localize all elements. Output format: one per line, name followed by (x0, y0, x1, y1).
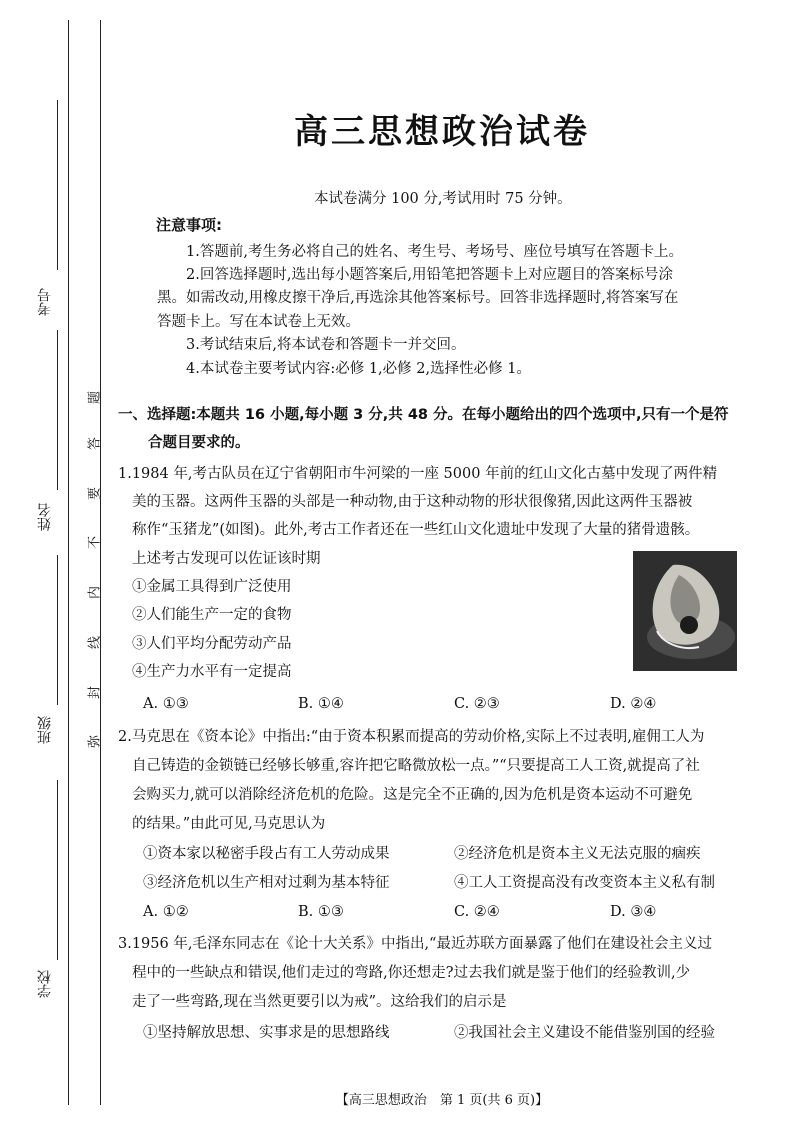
notice-line: 4.本试卷主要考试内容:必修 1,必修 2,选择性必修 1。 (186, 361, 531, 377)
q3-item: ①坚持解放思想、实事求是的思想路线 (143, 1025, 390, 1041)
q2-option-d: D. ③④ (610, 904, 657, 920)
q1-option-a: A. ①③ (143, 696, 189, 712)
q1-stem: 美的玉器。这两件玉器的头部是一种动物,由于这种动物的形状很像猪,因此这两件玉器被 (132, 494, 693, 510)
notice-line: 黑。如需改动,用橡皮擦干净后,再选涂其他答案标号。回答非选择题时,将答案写在 (157, 290, 679, 306)
q2-stem: 自己铸造的金锁链已经够长够重,容许把它略微放松一点。”“只要提高工人工资,就提高了社 (132, 758, 700, 774)
section-heading: 一、选择题:本题共 16 小题,每小题 3 分,共 48 分。在每小题给出的四个选项中,只有一个是符 (118, 407, 729, 423)
jade-pig-dragon-image (633, 551, 737, 671)
notice-line: 2.回答选择题时,选出每小题答案后,用铅笔把答题卡上对应题目的答案标号涂 (186, 267, 674, 283)
q2-item: ④工人工资提高没有改变资本主义私有制 (454, 875, 715, 891)
q3-stem: 走了一些弯路,现在当然更要引以为戒”。这给我们的启示是 (132, 994, 507, 1010)
q2-item: ②经济危机是资本主义无法克服的痼疾 (454, 846, 701, 862)
q1-stem: 1.1984 年,考古队员在辽宁省朝阳市牛河梁的一座 5000 年前的红山文化古墓中发现了两件精 (118, 466, 718, 482)
school-label: 学校 (37, 970, 53, 998)
q2-item: ③经济危机以生产相对过剩为基本特征 (143, 875, 390, 891)
name-label: 姓名 (37, 503, 53, 531)
page-title: 高三思想政治试卷 (294, 112, 590, 152)
seal-char: 答 (87, 437, 103, 451)
q1-option-b: B. ①④ (298, 696, 344, 712)
q2-item: ①资本家以秘密手段占有工人劳动成果 (143, 846, 390, 862)
q1-option-d: D. ②④ (610, 696, 657, 712)
q3-stem: 3.1956 年,毛泽东同志在《论十大关系》中指出,“最近苏联方面暴露了他们在建设社会主义过 (118, 936, 712, 952)
notice-line: 答题卡上。写在本试卷上无效。 (157, 314, 360, 330)
q3-item: ②我国社会主义建设不能借鉴别国的经验 (454, 1025, 715, 1041)
binding-line-outer (68, 20, 69, 1105)
section-heading-cont: 合题目要求的。 (148, 435, 250, 451)
seal-char: 要 (87, 487, 103, 501)
q1-item: ④生产力水平有一定提高 (132, 664, 292, 680)
jade-pig-dragon-photo (633, 551, 737, 671)
q1-item: ①金属工具得到广泛使用 (132, 579, 292, 595)
q2-option-a: A. ①② (143, 904, 189, 920)
class-blank (57, 555, 58, 705)
q1-stem: 上述考古发现可以佐证该时期 (132, 551, 321, 567)
q1-stem: 称作“玉猪龙”(如图)。此外,考古工作者还在一些红山文化遗址中发现了大量的猪骨遗骸。 (132, 522, 700, 538)
q1-item: ③人们平均分配劳动产品 (132, 636, 292, 652)
q2-stem: 2.马克思在《资本论》中指出:“由于资本积累而提高的劳动价格,实际上不过表明,雇佣工人为 (118, 729, 705, 745)
q3-stem: 程中的一些缺点和错误,他们走过的弯路,你还想走?过去我们就是鉴于他们的经验教训,少 (132, 965, 691, 981)
seal-char: 弥 (87, 735, 103, 749)
class-label: 班级 (37, 716, 53, 744)
page-footer: 【高三思想政治 第 1 页(共 6 页)】 (335, 1093, 549, 1108)
seal-char: 线 (87, 636, 103, 650)
q2-option-c: C. ②④ (454, 904, 500, 920)
q2-stem: 的结果。”由此可见,马克思认为 (132, 816, 326, 832)
notice-line: 3.考试结束后,将本试卷和答题卡一并交回。 (186, 337, 466, 353)
seal-char: 内 (87, 586, 103, 600)
exam-number-label: 考号 (37, 288, 53, 316)
seal-char: 封 (87, 686, 103, 700)
seal-char: 不 (87, 536, 103, 550)
q2-stem: 会购买力,就可以消除经济危机的危险。这是完全不正确的,因为危机是资本运动不可避免 (132, 787, 693, 803)
notice-heading: 注意事项: (156, 216, 222, 234)
q1-option-c: C. ②③ (454, 696, 500, 712)
school-blank (57, 780, 58, 960)
binding-line-inner (100, 20, 101, 1105)
notice-line: 1.答题前,考生务必将自己的姓名、考生号、考场号、座位号填写在答题卡上。 (186, 244, 683, 260)
q1-item: ②人们能生产一定的食物 (132, 607, 292, 623)
intro-text: 本试卷满分 100 分,考试用时 75 分钟。 (314, 191, 572, 207)
q2-option-b: B. ①③ (298, 904, 344, 920)
seal-char: 题 (87, 391, 103, 405)
name-blank (57, 330, 58, 490)
